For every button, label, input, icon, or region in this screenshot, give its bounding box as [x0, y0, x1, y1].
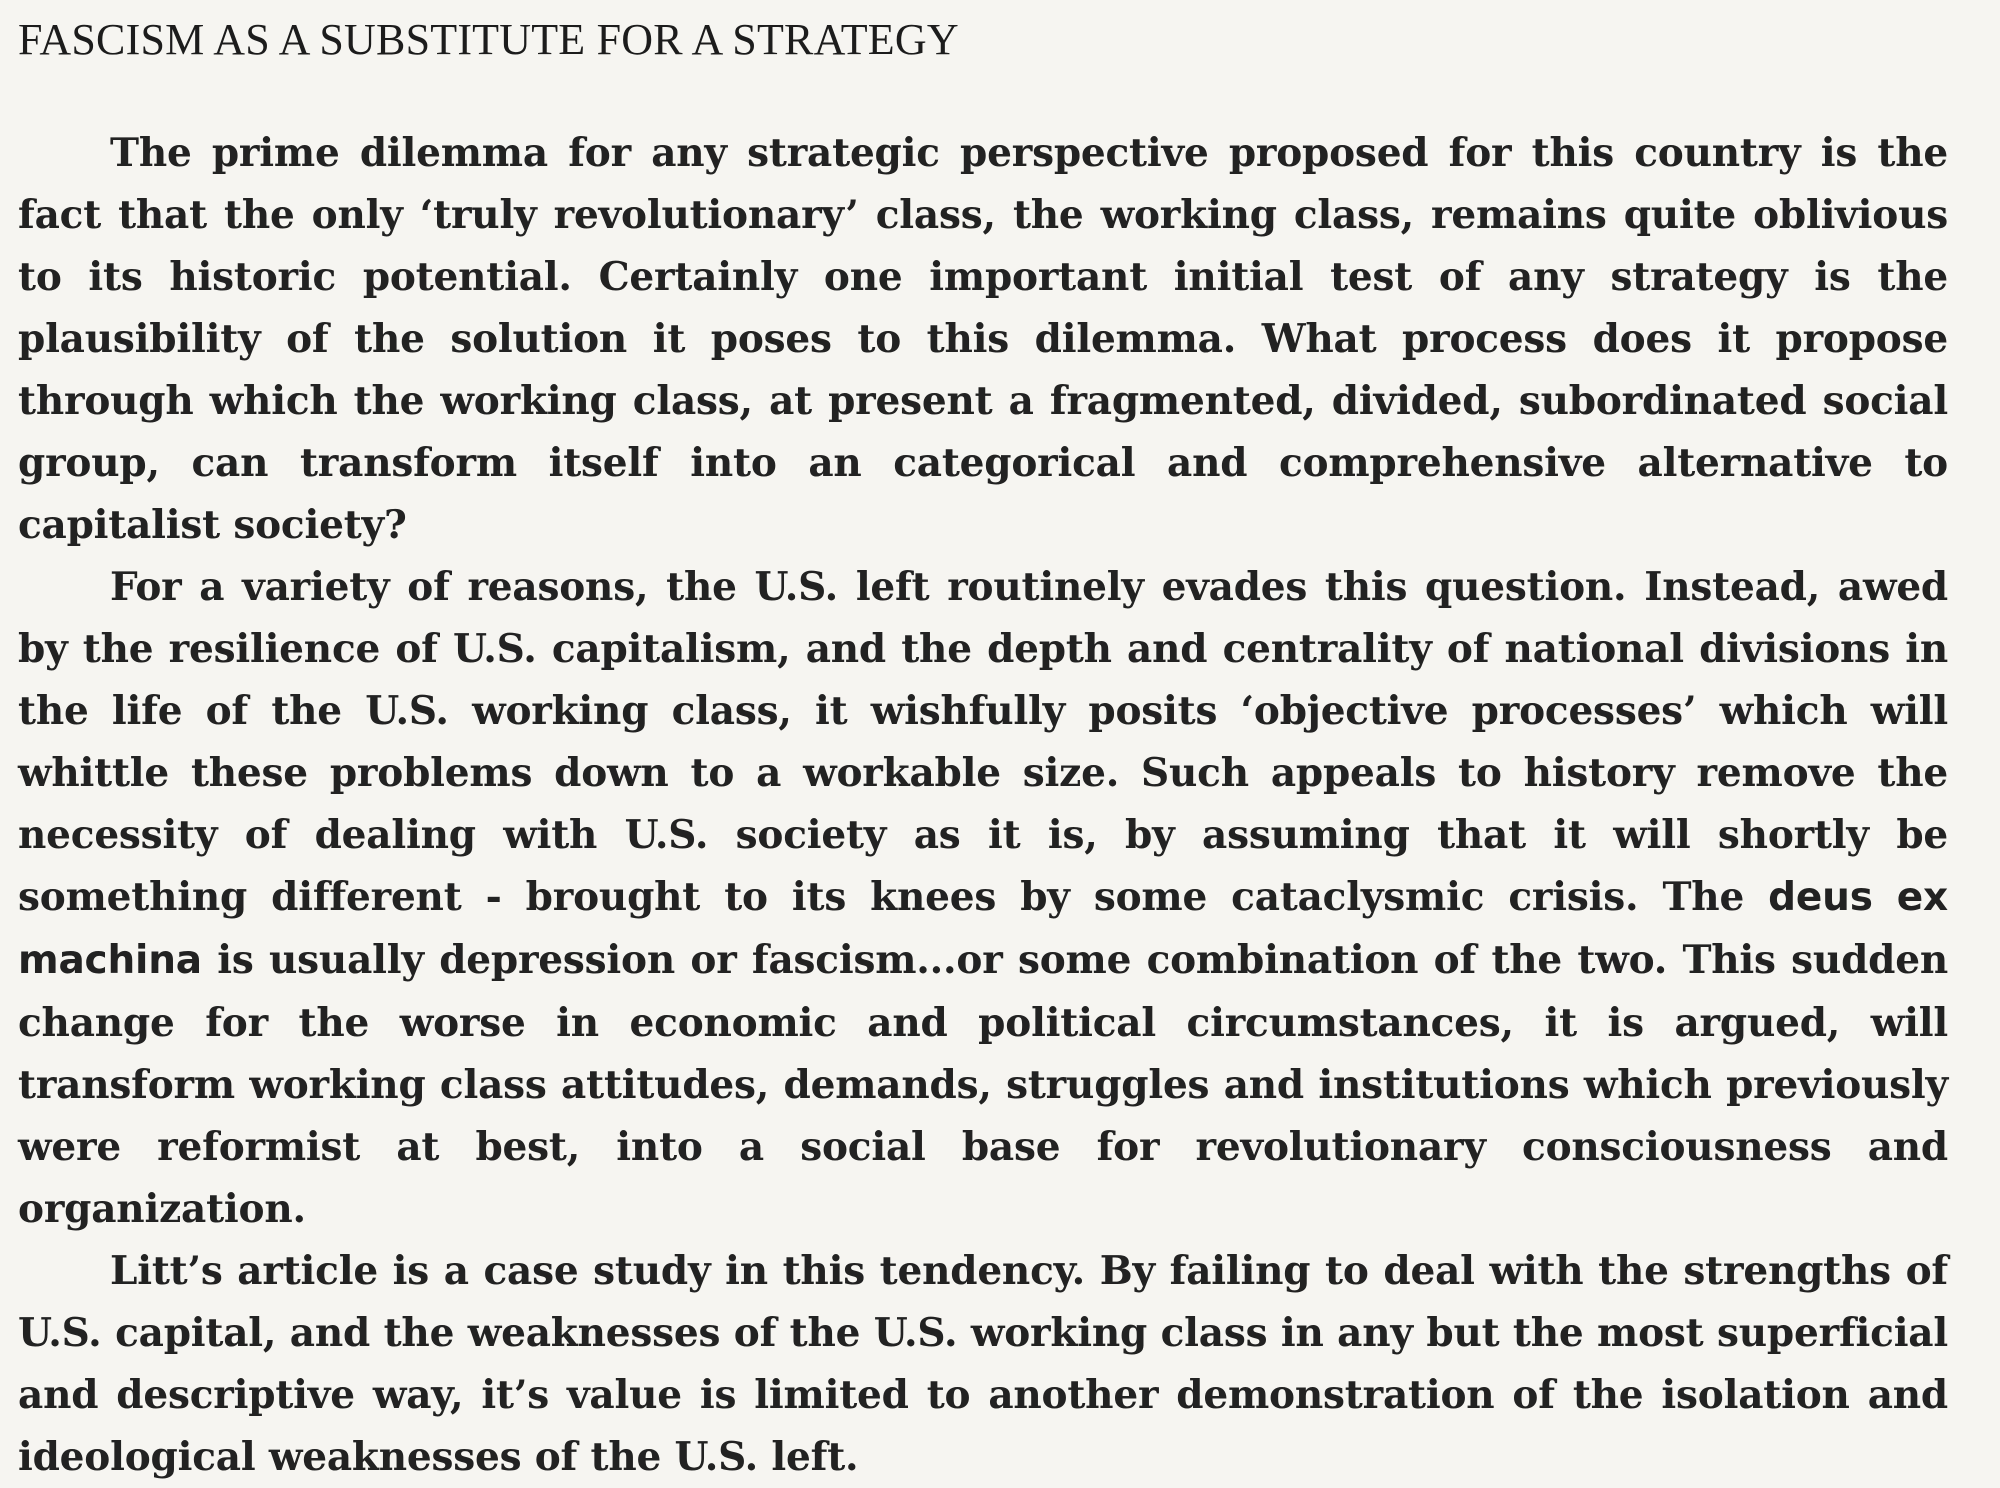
paragraph-2-text-start: For a variety of reasons, the U.S. left routinely evades this question. Instead, awed by the resilience of U.S. capitalism, and the depth and centrality of national divisions in the life of the U.S. working class, it wishfully posits ‘objective processes’ which will whittle these problems down to a workable size. Such appeals to history remove the necessity of dealing with U.S. society as it is, by assuming that it will shortly be something different - brought to its knees by some cataclysmic crisis. The — [18, 563, 1948, 920]
article-body — [18, 122, 1948, 1488]
paragraph-3: Litt’s article is a case study in this tendency. By failing to deal with the strengths of U.S. capital, and the weaknesses of the U.S. working class in any but the most superficial and descriptive way, it’s value is limited to another demonstration of the isolation and ideological weaknesses of the U.S. left. — [18, 1247, 1948, 1480]
paragraph-2-emphasis: deus ex machina — [18, 874, 1948, 983]
paragraph-1: The prime dilemma for any strategic perspective proposed for this country is the fact that the only ‘truly revolutionary’ class, the working class, remains quite oblivious to its historic potential. Certainly one important initial test of any strategy is the plausibility of the solution it poses to this dilemma. What process does it propose through which the working class, at present a fragmented, divided, subordinated social group, can transform itself into an categorical and comprehensive alternative to capitalist society? — [18, 129, 1948, 548]
paragraph-2-text-end: is usually depression or fascism...or some combination of the two. This sudden change for the worse in economic and political circumstances, it is argued, will transform working class attitudes, demands, struggles and institutions which previously were reformist at best, into a social base for revolutionary consciousness and organization. — [18, 936, 1948, 1232]
page-title: FASCISM AS A SUBSTITUTE FOR A STRATEGY — [18, 15, 959, 64]
paragraph-2 — [18, 556, 1948, 1240]
